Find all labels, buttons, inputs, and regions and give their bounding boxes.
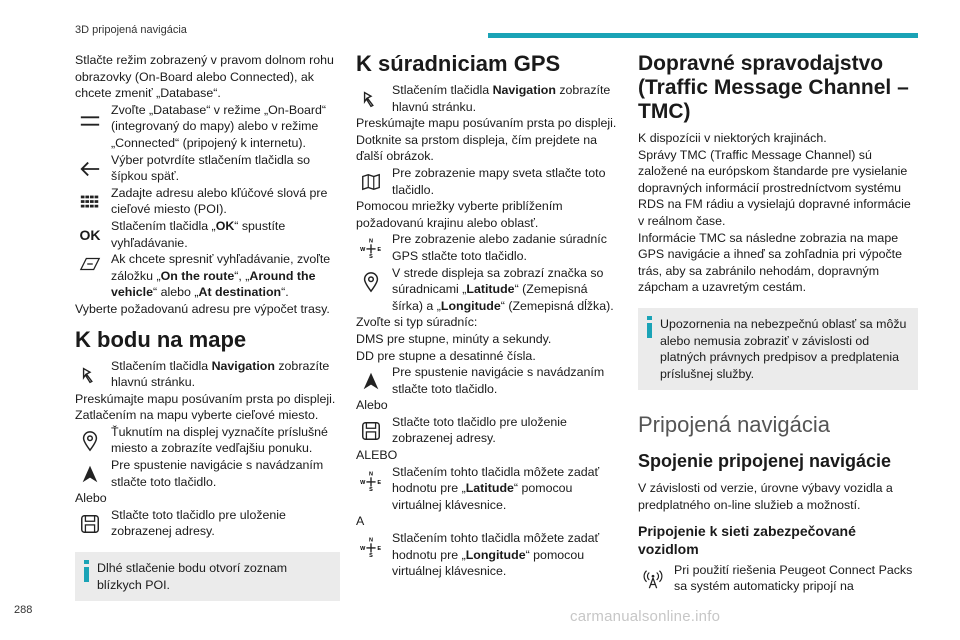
navigation-icon (356, 84, 386, 114)
longitude-text: Stlačením tohto tlačidla môžete zadať hodnotu pre „Longitude“ pomocou virtuálnej klávesnice. (392, 531, 600, 579)
compass-icon (356, 233, 386, 263)
latitude-text: Stlačením tohto tlačidla môžete zadať hodnotu pre „Latitude“ pomocou virtuálnej klávesnice. (392, 464, 600, 512)
or-text: Alebo (75, 491, 107, 506)
start-text: Pre spustenie navigácie s navádzaním stlačte toto tlačidlo. (392, 365, 605, 396)
or-text: Alebo (356, 398, 388, 413)
antenna-icon (638, 564, 668, 594)
start-item (356, 364, 618, 397)
svg-text:E: E (377, 479, 382, 486)
column-1 (75, 52, 340, 601)
world-map-icon (356, 167, 386, 197)
road-text: Ak chcete spresniť vyhľadávanie, zvoľte záložku „On the route“, „Around the vehicle“ alebo „At destination“. (111, 252, 331, 300)
or-text: ALEBO (356, 448, 398, 463)
header-title: 3D pripojená navigácia (75, 24, 187, 36)
svg-text:E: E (377, 247, 382, 254)
info-icon (83, 560, 89, 582)
navigation-icon (75, 360, 105, 390)
vehicle-network-text: Pri použití riešenia Peugeot Connect Packs sa systém automaticky pripojí na (674, 562, 913, 594)
pin-item (75, 424, 340, 457)
svg-text:N: N (369, 471, 373, 478)
watermark: carmanualsonline.info (570, 608, 721, 625)
keyboard-item (75, 185, 340, 218)
header-accent-bar (488, 33, 918, 38)
ok-icon-label: OK (79, 226, 101, 243)
latitude-item (356, 464, 618, 514)
svg-text:W: W (360, 247, 366, 254)
world-map-item (356, 165, 618, 198)
database-text: Zvoľte „Database“ v režime „On-Board“ (integrovaný do mapy) alebo v režime „Connected“ (pripojený k internetu). (111, 102, 327, 150)
section-title-gps: K súradniciam GPS (356, 51, 561, 76)
select-point-text: Zatlačením na mapu vyberte cieľové miesto. (75, 408, 319, 423)
back-text: Výber potvrdíte stlačením tlačidla so šípkou späť. (111, 152, 311, 184)
choose-address-text: Vyberte požadovanú adresu pre výpočet trasy. (75, 301, 330, 316)
map-pin-icon (356, 267, 386, 297)
note-box (638, 308, 918, 390)
map-pin-icon (75, 426, 105, 456)
nav-text: Stlačením tlačidla Navigation zobrazíte hlavnú stránku. (111, 358, 330, 390)
keyboard-text: Zadajte adresu alebo kľúčové slová pre cieľové miesto (POI). (111, 185, 328, 217)
svg-text:S: S (369, 553, 373, 559)
vehicle-network-title: Pripojenie k sieti zabezpečované vozidlom (638, 522, 856, 557)
ok-icon (75, 220, 105, 250)
note-box (75, 552, 340, 601)
road-item (75, 251, 340, 301)
pin-text: Ťuknutím na displej vyznačíte príslušné miesto a zobrazíte vedľajšiu ponuku. (111, 424, 328, 456)
start-text: Pre spustenie navigácie s navádzaním stlačte toto tlačidlo. (111, 458, 324, 489)
start-item (75, 457, 340, 490)
section-title-connected: Pripojená navigácia (638, 412, 831, 438)
grid-text: Pomocou mriežky vyberte priblížením požadovanú krajinu alebo oblasť. (356, 199, 563, 230)
connected-sub-title: Spojenie pripojenej navigácie (638, 451, 892, 472)
marker-text-part: V strede displeja sa zobrazí značka so súradnicami „Latitude“ (Zemepisná šírka) a „Longitude“ (Zemepisná dĺžka). (392, 265, 614, 313)
save-icon (356, 416, 386, 446)
nav-item (356, 82, 618, 115)
section-title-map-point: K bodu na mape (75, 326, 247, 352)
back-arrow-icon (75, 154, 105, 184)
svg-text:W: W (360, 479, 366, 486)
nav-item (75, 358, 340, 391)
explore-text: Preskúmajte mapu posúvaním prsta po displeji. (75, 391, 336, 406)
compass-text: Pre zobrazenie alebo zadanie súradníc GPS stlačte toto tlačidlo. (392, 232, 607, 263)
save-item (356, 414, 618, 447)
menu-lines-icon (75, 106, 105, 136)
svg-text:N: N (369, 238, 373, 245)
compass-icon (356, 466, 386, 496)
choose-type-text: Zvoľte si typ súradníc: (356, 315, 478, 330)
ok-text: Stlačením tlačidla „OK“ spustíte vyhľadávanie. (111, 218, 286, 250)
and-text: A (356, 514, 365, 529)
note-text: Dlhé stlačenie bodu otvorí zoznam blízkych POI. (97, 561, 288, 592)
marker-item (356, 265, 618, 315)
save-icon (75, 509, 105, 539)
dd-text: DD pre stupne a desatinné čísla. (356, 348, 536, 363)
svg-text:N: N (369, 537, 373, 544)
column-2 (356, 52, 618, 580)
connected-text: V závislosti od verzie, úrovne výbavy vozidla a predplatného on-line služieb a možností. (638, 481, 893, 512)
start-navigation-icon (356, 366, 386, 396)
compass-item (356, 231, 618, 264)
nav-text: Stlačením tlačidla Navigation zobrazíte hlavnú stránku. (392, 83, 611, 114)
info-icon (646, 316, 652, 338)
tmc-description: Správy TMC (Traffic Message Channel) sú založené na európskom štandarde pre vysielanie dopravných informácií prostredníctvom systému RDS na FM rádiu a vysielajú dopravné informácie v reálnom čase. (638, 147, 911, 228)
svg-text:E: E (377, 545, 382, 552)
touch-text: Dotknite sa prstom displeja, čím prejdete na ďalší obrázok. (356, 132, 598, 164)
compass-icon (356, 532, 386, 562)
ok-item (75, 218, 340, 251)
save-item (75, 507, 340, 540)
database-item (75, 102, 340, 152)
keyboard-icon (75, 187, 105, 217)
explore-text: Preskúmajte mapu posúvaním prsta po displeji. (356, 116, 617, 131)
section-title-tmc: Dopravné spravodajstvo (Traffic Message Channel – TMC) (638, 52, 909, 123)
svg-text:W: W (360, 545, 366, 552)
start-navigation-icon (75, 459, 105, 489)
tmc-availability: K dispozícii v niektorých krajinách. (638, 131, 827, 145)
column-3 (638, 52, 918, 595)
svg-text:S: S (369, 486, 373, 492)
intro-text: Stlačte režim zobrazený v pravom dolnom rohu obrazovky (On-Board alebo Connected), ak chcete zmeniť „Database“. (75, 53, 334, 101)
back-item (75, 152, 340, 185)
save-text: Stlačte toto tlačidlo pre uloženie zobrazenej adresy. (392, 414, 567, 446)
vehicle-network-item (638, 562, 918, 595)
dms-text: DMS pre stupne, minúty a sekundy. (356, 331, 552, 346)
tmc-info: Informácie TMC sa následne zobrazia na mape GPS navigácie a ihneď sa zohľadnia pri výpočte trás, aby sa zabránilo nehodám, dopravným zápcham a uzavretým cestám. (638, 230, 903, 295)
note-text: Upozornenia na nebezpečnú oblasť sa môžu alebo nemusia zobraziť v závislosti od platných právnych predpisov a predplatenia príslušnej služby. (660, 316, 907, 381)
world-map-text: Pre zobrazenie mapy sveta stlačte toto tlačidlo. (392, 165, 606, 197)
road-icon (75, 253, 105, 275)
svg-text:S: S (369, 254, 373, 260)
save-text: Stlačte toto tlačidlo pre uloženie zobrazenej adresy. (111, 507, 286, 539)
page-number: 288 (14, 604, 33, 616)
longitude-item (356, 530, 618, 580)
